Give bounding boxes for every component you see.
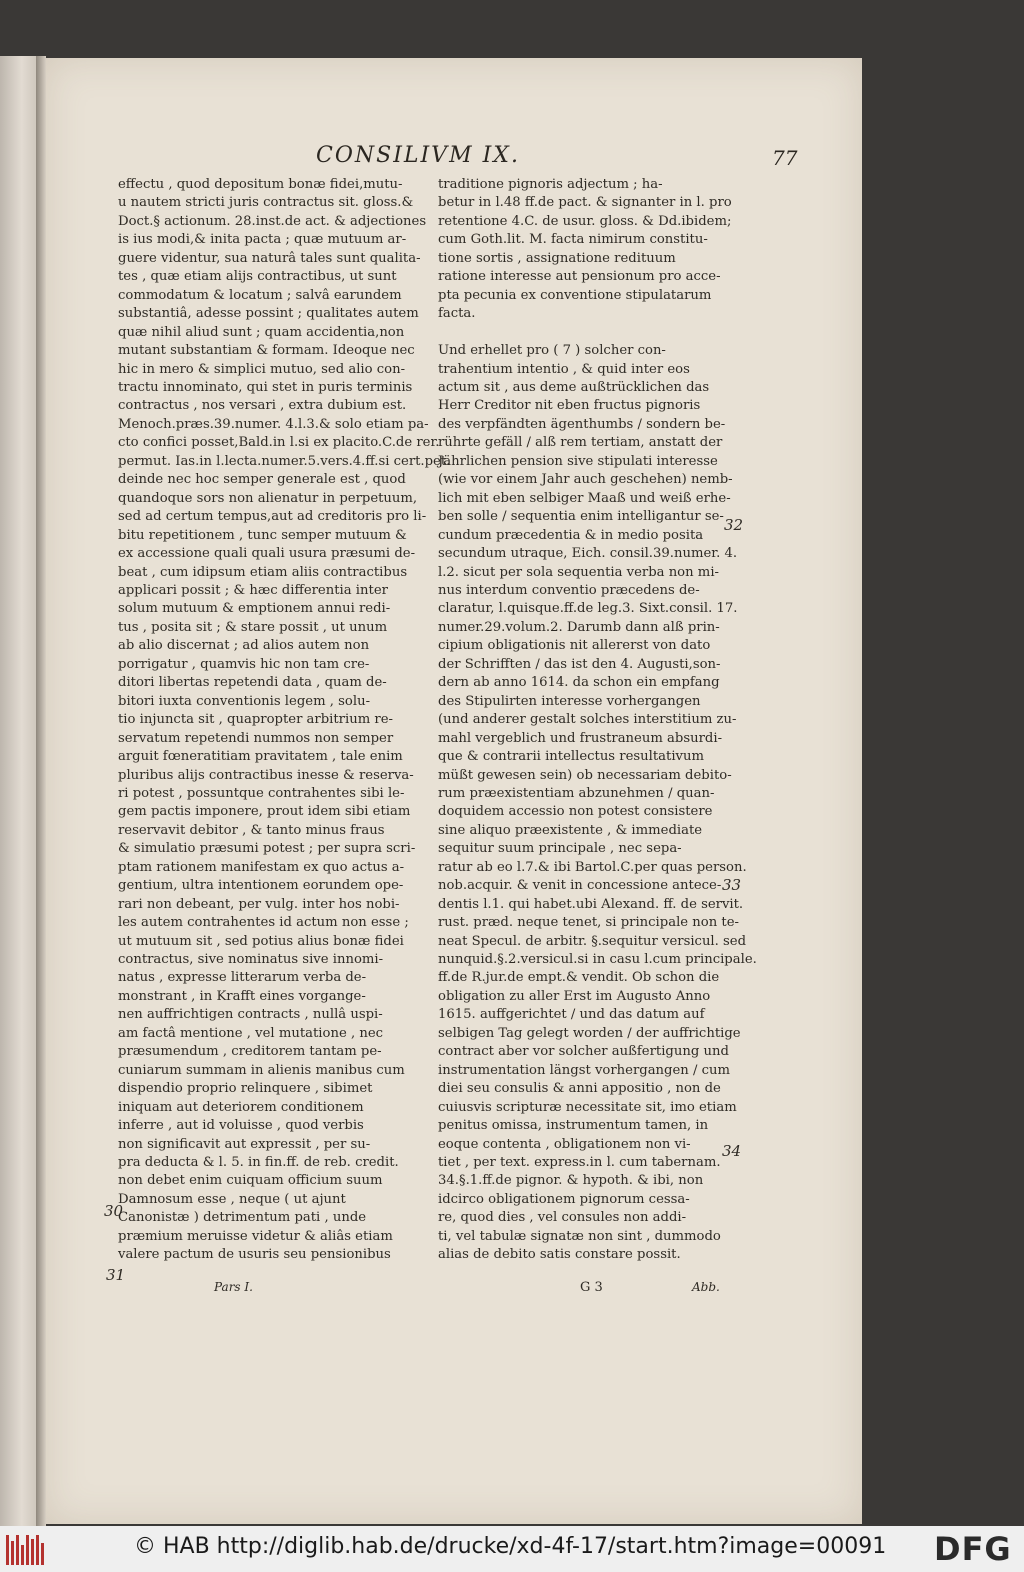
- text-line: quandoque sors non alienatur in perpetuum,: [118, 490, 418, 506]
- text-line: facta.: [438, 306, 476, 322]
- text-line: non significavit aut expressit , per su-: [118, 1136, 371, 1152]
- margin-number-31: 31: [106, 1266, 126, 1284]
- text-line: contractus, sive nominatus sive innomi-: [118, 952, 384, 968]
- text-line: præmium meruisse videtur & aliâs etiam: [118, 1228, 393, 1244]
- text-line: iniquam aut deteriorem conditionem: [118, 1099, 364, 1115]
- margin-number-34: 34: [722, 1142, 742, 1160]
- text-line: ex accessione quali quali usura præsumi de-: [118, 546, 416, 562]
- text-line: u nautem stricti juris contractus sit. gloss.&: [118, 195, 414, 211]
- text-line: retentione 4.C. de usur. gloss. & Dd.ibidem;: [438, 213, 732, 229]
- text-line: ri potest , possuntque contrahentes sibi le-: [118, 785, 405, 801]
- text-line: mahl vergeblich und frustraneum absurdi-: [438, 730, 723, 746]
- text-line: is ius modi,& inita pacta ; quæ mutuum ar-: [118, 232, 407, 248]
- text-line: pluribus alijs contractibus inesse & reserva-: [118, 767, 414, 783]
- dfg-logo: DFG: [934, 1530, 1012, 1568]
- source-url-link[interactable]: © HAB http://diglib.hab.de/drucke/xd-4f-17/start.htm?image=00091: [134, 1534, 887, 1559]
- text-line: valere pactum de usuris seu pensionibus: [118, 1247, 391, 1263]
- text-line: ti, vel tabulæ signatæ non sint , dummodo: [438, 1228, 721, 1244]
- text-line: traditione pignoris adjectum ; ha-: [438, 177, 663, 192]
- text-line: Damnosum esse , neque ( ut ajunt: [118, 1191, 346, 1207]
- text-line: lich mit eben selbiger Maaß und weiß erhe-: [438, 490, 731, 506]
- text-line: solum mutuum & emptionem annui redi-: [118, 601, 391, 617]
- page-number: 77: [772, 146, 798, 170]
- text-line: Canonistæ ) detrimentum pati , unde: [118, 1210, 367, 1226]
- text-line: 1615. auffgerichtet / und das datum auf: [438, 1007, 705, 1023]
- text-line: nob.acquir. & venit in concessione antece-: [438, 878, 722, 894]
- text-line: cuniarum summam in alienis manibus cum: [118, 1062, 405, 1078]
- footer-signature: G 3: [580, 1280, 603, 1295]
- text-line: am factâ mentione , vel mutatione , nec: [118, 1025, 384, 1041]
- text-line: contractus , nos versari , extra dubium est.: [118, 398, 407, 414]
- text-line: betur in l.48 ff.de pact. & signanter in l. pro: [438, 195, 732, 211]
- text-line: mutant substantiam & formam. Ideoque nec: [118, 343, 415, 359]
- text-line: des Stipulirten interesse vorhergangen: [438, 693, 701, 709]
- text-line: penitus omissa, instrumentum tamen, in: [438, 1118, 709, 1134]
- text-line: obligation zu aller Erst im Augusto Anno: [438, 988, 711, 1004]
- text-line: guere videntur, sua naturâ tales sunt qualita-: [118, 250, 421, 266]
- text-line: re, quod dies , vel consules non addi-: [438, 1210, 687, 1226]
- text-line: 34.§.1.ff.de pignor. & hypoth. & ibi, non: [438, 1173, 704, 1189]
- text-line: Doct.§ actionum. 28.inst.de act. & adjectiones: [118, 213, 427, 229]
- text-line: müßt gewesen sein) ob necessariam debito-: [438, 767, 732, 783]
- text-line: Jährlichen pension sive stipulati interesse: [438, 453, 718, 469]
- page-header: CONSILIVM IX.: [316, 143, 520, 168]
- text-line: der Schrifften / das ist den 4. Augusti,son-: [438, 656, 721, 672]
- text-line: numer.29.volum.2. Darumb dann alß prin-: [438, 619, 720, 635]
- text-line: tio injuncta sit , quapropter arbitrium re-: [118, 712, 393, 728]
- text-line: cipium obligationis nit allererst von dato: [438, 638, 711, 654]
- text-line: gentium, ultra intentionem eorundem ope-: [118, 878, 404, 894]
- text-line: pra deducta & l. 5. in fin.ff. de reb. credit.: [118, 1155, 399, 1171]
- text-line: diei seu consulis & anni appositio , non de: [438, 1081, 721, 1097]
- text-line: alias de debito satis constare possit.: [438, 1247, 681, 1263]
- footer-catchword: Abb.: [692, 1280, 720, 1294]
- text-line: secundum utraque, Eich. consil.39.numer. 4.: [438, 546, 738, 562]
- text-line: trahentium intentio , & quid inter eos: [438, 361, 690, 377]
- text-line: bitu repetitionem , tunc semper mutuum &: [118, 527, 407, 543]
- text-line: ab alio discernat ; ad alios autem non: [118, 638, 370, 654]
- footer-part-label: Pars I.: [214, 1280, 253, 1294]
- left-text-column: [118, 176, 451, 1265]
- text-line: ratione interesse aut pensionum pro acce-: [438, 269, 721, 285]
- text-line: monstrant , in Krafft eines vorgange-: [118, 988, 366, 1004]
- text-line: quæ nihil aliud sunt ; quam accidentia,non: [118, 324, 405, 340]
- text-line: sequitur suum principale , nec sepa-: [438, 841, 682, 857]
- margin-number-32: 32: [724, 516, 744, 534]
- text-line: selbigen Tag gelegt worden / der auffrichtige: [438, 1025, 741, 1041]
- text-line: dispendio proprio relinquere , sibimet: [118, 1081, 373, 1097]
- margin-number-30: 30: [104, 1202, 124, 1220]
- text-line: hic in mero & simplici mutuo, sed alio con-: [118, 361, 406, 377]
- text-line: cum Goth.lit. M. facta nimirum constitu-: [438, 232, 708, 248]
- text-line: Und erhellet pro ( 7 ) solcher con-: [438, 343, 666, 359]
- text-line: substantiâ, adesse possint ; qualitates autem: [118, 306, 419, 322]
- text-line: reservavit debitor , & tanto minus fraus: [118, 822, 385, 838]
- text-line: bitori iuxta conventionis legem , solu-: [118, 693, 371, 709]
- text-line: commodatum & locatum ; salvâ earundem: [118, 287, 402, 303]
- text-line: pta pecunia ex conventione stipulatarum: [438, 287, 712, 303]
- text-line: tiet , per text. express.in l. cum tabernam.: [438, 1155, 721, 1171]
- text-line: dern ab anno 1614. da schon ein empfang: [438, 675, 720, 691]
- text-line: tes , quæ etiam alijs contractibus, ut sunt: [118, 269, 397, 285]
- text-line: nus interdum conventio præcedens de-: [438, 582, 700, 598]
- text-line: rührte gefäll / alß rem tertiam, anstatt der: [438, 435, 723, 451]
- hab-barcode-logo-icon: [6, 1533, 46, 1565]
- text-line: doquidem accessio non potest consistere: [438, 804, 713, 820]
- text-line: [438, 324, 720, 342]
- text-line: Herr Creditor nit eben fructus pignoris: [438, 398, 701, 414]
- text-line: tus , posita sit ; & stare possit , ut unum: [118, 619, 388, 635]
- text-line: rari non debeant, per vulg. inter hos nobi-: [118, 896, 400, 912]
- text-line: præsumendum , creditorem tantam pe-: [118, 1044, 382, 1060]
- text-line: eoque contenta , obligationem non vi-: [438, 1136, 691, 1152]
- text-line: ptam rationem manifestam ex quo actus a-: [118, 859, 405, 875]
- text-line: nen auffrichtigen contracts , nullâ uspi-: [118, 1007, 383, 1023]
- text-line: permut. Ias.in l.lecta.numer.5.vers.4.ff.si cert.pet.: [118, 453, 451, 469]
- text-line: non debet enim cuiquam officium suum: [118, 1173, 383, 1189]
- text-line: les autem contrahentes id actum non esse ;: [118, 915, 409, 931]
- text-line: dentis l.1. qui habet.ubi Alexand. ff. de servit.: [438, 896, 744, 912]
- text-line: ben solle / sequentia enim intelligantur se-: [438, 509, 724, 525]
- text-line: cto confici posset,Bald.in l.si ex placito.C.de rer.: [118, 435, 440, 451]
- text-line: & simulatio præsumi potest ; per supra scri-: [118, 841, 416, 857]
- text-line: claratur, l.quisque.ff.de leg.3. Sixt.consil. 17.: [438, 601, 738, 617]
- text-line: applicari possit ; & hæc differentia inter: [118, 582, 388, 598]
- margin-number-33: 33: [722, 876, 742, 894]
- text-line: gem pactis imponere, prout idem sibi etiam: [118, 804, 411, 820]
- text-line: servatum repetendi nummos non semper: [118, 730, 394, 746]
- text-line: tione sortis , assignatione redituum: [438, 250, 676, 266]
- text-line: natus , expresse litterarum verba de-: [118, 970, 367, 986]
- text-line: porrigatur , quamvis hic non tam cre-: [118, 656, 370, 672]
- text-line: Menoch.præs.39.numer. 4.l.3.& solo etiam pa-: [118, 416, 429, 432]
- text-line: contract aber vor solcher außfertigung und: [438, 1044, 729, 1060]
- text-line: nunquid.§.2.versicul.si in casu l.cum principale.: [438, 952, 757, 968]
- text-line: ff.de R.jur.de empt.& vendit. Ob schon die: [438, 970, 720, 986]
- text-line: deinde nec hoc semper generale est , quod: [118, 472, 406, 488]
- text-line: ratur ab eo l.7.& ibi Bartol.C.per quas person.: [438, 859, 747, 875]
- text-line: instrumentation längst vorhergangen / cum: [438, 1062, 730, 1078]
- text-line: rust. præd. neque tenet, si principale non te-: [438, 915, 739, 931]
- text-line: des verpfändten ägenthumbs / sondern be-: [438, 416, 726, 432]
- text-line: cundum præcedentia & in medio posita: [438, 527, 704, 543]
- text-line: beat , cum idipsum etiam aliis contractibus: [118, 564, 408, 580]
- text-line: l.2. sicut per sola sequentia verba non mi-: [438, 564, 719, 580]
- text-line: ditori libertas repetendi data , quam de-: [118, 675, 387, 691]
- text-line: (und anderer gestalt solches interstitium zu-: [438, 712, 737, 728]
- text-line: effectu , quod depositum bonæ fidei,mutu-: [118, 177, 403, 192]
- text-line: sine aliquo præexistente , & immediate: [438, 822, 703, 838]
- text-line: actum sit , aus deme außtrücklichen das: [438, 379, 710, 395]
- text-line: rum præexistentiam abzunehmen / quan-: [438, 785, 715, 801]
- previous-page-edge: [0, 56, 36, 1526]
- text-line: sed ad certum tempus,aut ad creditoris pro li-: [118, 509, 427, 525]
- text-line: tractu innominato, qui stet in puris terminis: [118, 379, 413, 395]
- text-line: cuiusvis scripturæ necessitate sit, imo etiam: [438, 1099, 737, 1115]
- book-spine: [36, 56, 46, 1526]
- text-line: arguit fœneratitiam pravitatem , tale enim: [118, 749, 403, 765]
- text-line: ut mutuum sit , sed potius alius bonæ fidei: [118, 933, 404, 949]
- text-line: (wie vor einem Jahr auch geschehen) nemb-: [438, 472, 733, 488]
- text-line: inferre , aut id voluisse , quod verbis: [118, 1118, 364, 1134]
- text-line: que & contrarii intellectus resultativum: [438, 749, 704, 765]
- text-line: neat Specul. de arbitr. §.sequitur versicul. sed: [438, 933, 747, 949]
- text-line: idcirco obligationem pignorum cessa-: [438, 1191, 690, 1207]
